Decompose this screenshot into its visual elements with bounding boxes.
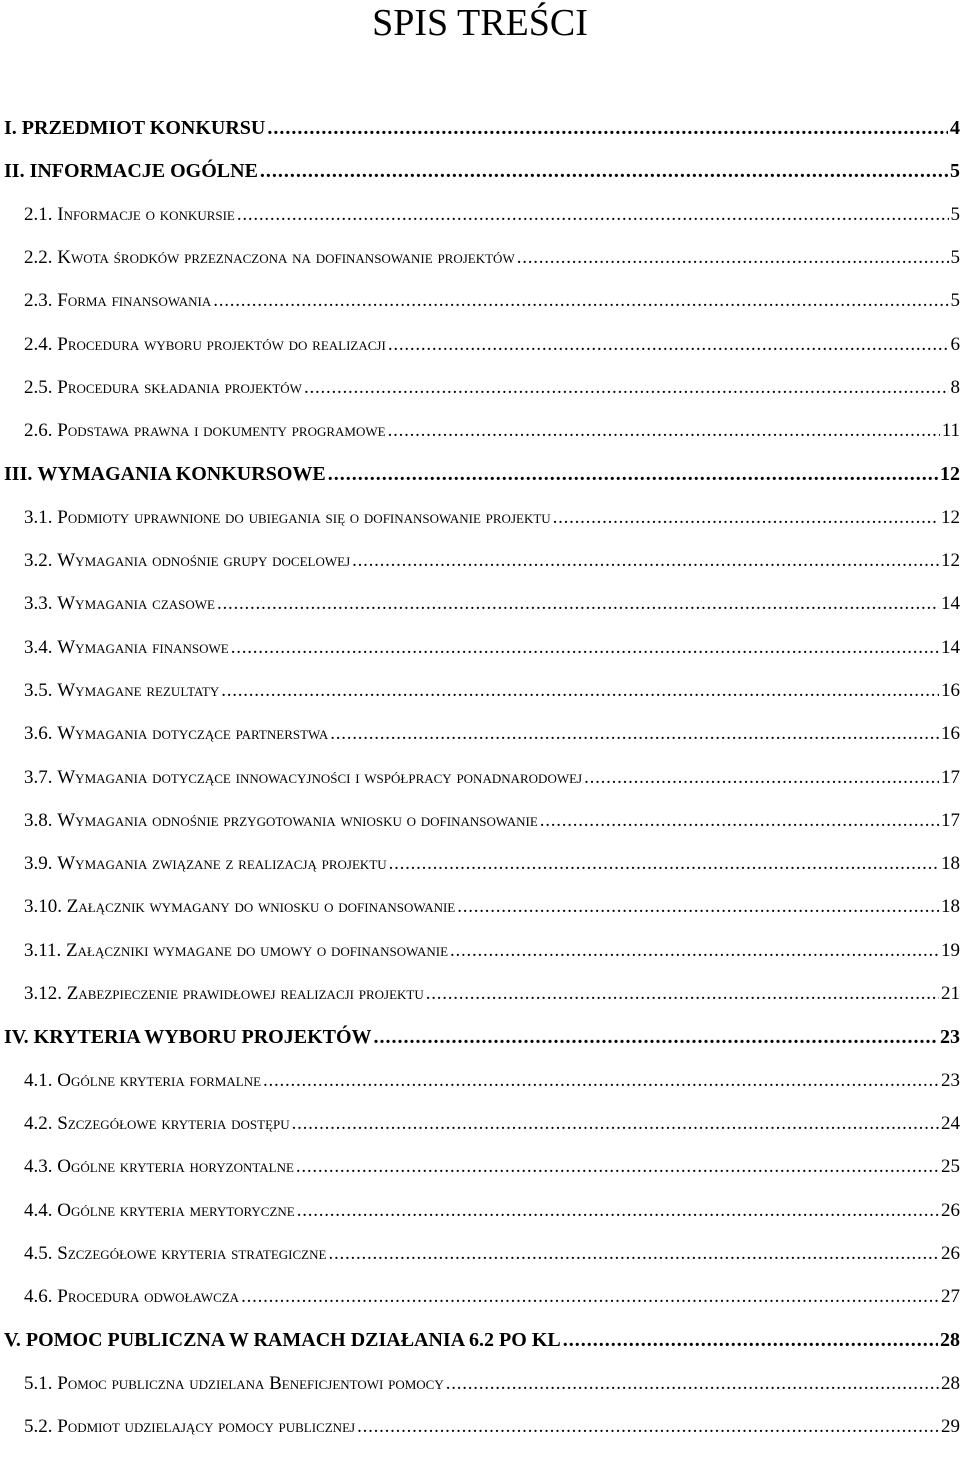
toc-entry-title: Załączniki wymagane do umowy o dofinansowanie xyxy=(66,939,449,961)
toc-section-entry[interactable] xyxy=(24,1113,960,1135)
dot-leader xyxy=(267,117,948,140)
toc-page-number: 17 xyxy=(941,766,960,788)
dot-leader xyxy=(446,1373,939,1395)
dot-leader xyxy=(540,810,939,832)
toc-page-number: 8 xyxy=(950,376,960,398)
toc-entry-number: 3.8. xyxy=(24,809,53,831)
toc-row[interactable] xyxy=(0,550,960,582)
toc-entry-title: Wymagania dotyczące innowacyjności i współpracy ponadnarodowej xyxy=(57,766,583,788)
toc-entry-number: 4.5. xyxy=(24,1242,53,1264)
toc-entry-title: POMOC PUBLICZNA W RAMACH DZIAŁANIA 6.2 PO KL xyxy=(25,1329,561,1352)
toc-section-entry[interactable] xyxy=(24,767,960,789)
toc-entry-number: 2.6. xyxy=(24,420,53,442)
toc-entry-number: IV. xyxy=(4,1026,29,1049)
toc-row[interactable] xyxy=(0,940,960,972)
toc-section-entry[interactable] xyxy=(24,940,960,962)
toc-row[interactable] xyxy=(0,204,960,236)
toc-row[interactable] xyxy=(0,1026,960,1058)
toc-section-entry[interactable] xyxy=(24,247,960,269)
toc-section-entry[interactable] xyxy=(24,853,960,875)
toc-entry-title: Ogólne kryteria formalne xyxy=(57,1069,262,1091)
toc-entry-number: 5.2. xyxy=(24,1416,53,1437)
toc-page-number: 12 xyxy=(941,506,960,528)
toc-page-number: 5 xyxy=(950,160,960,183)
toc-row[interactable] xyxy=(0,637,960,669)
toc-section-entry[interactable] xyxy=(24,810,960,832)
toc-entry-number: 3.7. xyxy=(24,766,53,788)
toc-entry-number: 2.2. xyxy=(24,246,53,268)
toc-section-entry[interactable] xyxy=(24,507,960,529)
toc-page-number: 18 xyxy=(941,853,960,875)
dot-leader xyxy=(328,1243,939,1265)
toc-entry-title: Forma finansowania xyxy=(57,290,212,312)
toc-page-number: 6 xyxy=(950,333,960,355)
dot-leader xyxy=(221,680,939,702)
dot-leader xyxy=(517,247,949,269)
dot-leader xyxy=(231,637,939,659)
toc-page-number: 26 xyxy=(941,1199,960,1221)
page-title: SPIS TREŚCI xyxy=(372,2,588,44)
dot-leader xyxy=(330,723,939,745)
toc-section-entry[interactable] xyxy=(24,637,960,659)
toc-page-number: 11 xyxy=(941,420,960,442)
toc-entry-number: 3.6. xyxy=(24,723,53,745)
toc-section-entry[interactable] xyxy=(24,1070,960,1092)
toc-entry-number: 3.12. xyxy=(24,983,62,1004)
toc-entry-title: Załącznik wymagany do wniosku o dofinansowanie xyxy=(66,896,456,918)
toc-entry-title: INFORMACJE OGÓLNE xyxy=(29,160,258,183)
toc-section-entry[interactable] xyxy=(24,723,960,745)
toc-entry-number: 4.2. xyxy=(24,1112,53,1134)
dot-leader xyxy=(374,1026,938,1049)
toc-entry-number: 3.1. xyxy=(24,506,53,528)
toc-entry-title: Kwota środków przeznaczona na dofinansowanie projektów xyxy=(57,246,515,268)
toc-section-entry[interactable] xyxy=(24,420,960,442)
toc-page-number: 27 xyxy=(941,1286,960,1308)
toc-entry-title: Pomoc publiczna udzielana Beneficjentowi pomocy xyxy=(57,1372,444,1394)
toc-page-number: 17 xyxy=(941,809,960,831)
toc-entry-number: 5.1. xyxy=(24,1372,53,1394)
toc-entry-title: Szczegółowe kryteria dostępu xyxy=(57,1112,290,1134)
toc-entry-number: 4.6. xyxy=(24,1286,53,1308)
toc-row[interactable] xyxy=(0,1416,960,1448)
toc-row[interactable] xyxy=(0,593,960,625)
toc-entry-number: 3.11. xyxy=(24,939,62,961)
toc-entry-title: Wymagania czasowe xyxy=(57,593,215,615)
toc-entry-number: III. xyxy=(4,463,33,486)
toc-section-entry[interactable] xyxy=(24,1286,960,1308)
toc-row[interactable] xyxy=(0,853,960,885)
dot-leader xyxy=(241,1286,939,1308)
toc-entry-title: Wymagania związane z realizacją projektu xyxy=(57,853,387,875)
toc-entry-title: Podmioty uprawnione do ubiegania się o dofinansowanie projektu xyxy=(57,506,551,528)
toc-entry-title: PRZEDMIOT KONKURSU xyxy=(21,117,266,139)
toc-chapter-entry[interactable] xyxy=(4,1026,960,1049)
toc-entry-title: Ogólne kryteria horyzontalne xyxy=(57,1156,294,1178)
toc-page-number: 28 xyxy=(940,1329,960,1352)
toc-page-number: 29 xyxy=(941,1416,960,1437)
toc-section-entry[interactable] xyxy=(24,593,960,615)
toc-entry-number: V. xyxy=(4,1329,21,1352)
toc-row[interactable] xyxy=(0,810,960,842)
toc-entry-title: Informacje o konkursie xyxy=(57,203,235,225)
toc-entry-number: I. xyxy=(4,117,17,139)
toc-entry-title: Procedura odwoławcza xyxy=(57,1286,240,1308)
dot-leader xyxy=(388,420,940,442)
toc-entry-title: Podmiot udzielający pomocy publicznej xyxy=(57,1416,356,1437)
toc-row[interactable] xyxy=(0,420,960,452)
toc-row[interactable] xyxy=(0,507,960,539)
dot-leader xyxy=(328,463,938,486)
toc-entry-title: Wymagane rezultaty xyxy=(57,679,220,701)
toc-page-number: 16 xyxy=(941,679,960,701)
dot-leader xyxy=(563,1329,938,1352)
toc-entry-number: II. xyxy=(4,160,25,183)
toc-page-number: 14 xyxy=(941,636,960,658)
toc-page-number: 18 xyxy=(941,896,960,918)
toc-row[interactable] xyxy=(0,117,960,149)
toc-entry-title: Szczegółowe kryteria strategiczne xyxy=(57,1242,327,1264)
toc-section-entry[interactable] xyxy=(24,204,960,226)
dot-leader xyxy=(553,507,939,529)
toc-row[interactable] xyxy=(0,334,960,366)
toc-page-number: 12 xyxy=(941,550,960,571)
toc-row[interactable] xyxy=(0,1373,960,1405)
toc-entry-title: Wymagania finansowe xyxy=(57,636,229,658)
toc-entry-title: Procedura wyboru projektów do realizacji xyxy=(57,333,386,355)
toc-page-number: 23 xyxy=(941,1069,960,1091)
toc-section-entry[interactable] xyxy=(24,1373,960,1395)
toc-row[interactable] xyxy=(0,680,960,712)
toc-entry-number: 4.3. xyxy=(24,1156,53,1178)
toc-row[interactable] xyxy=(0,1070,960,1102)
toc-entry-number: 2.3. xyxy=(24,290,53,312)
toc-entry-number: 3.10. xyxy=(24,896,62,918)
toc-entry-title: Wymagania odnośnie grupy docelowej xyxy=(57,550,351,571)
toc-row[interactable] xyxy=(0,1156,960,1188)
toc-entry-title: Zabezpieczenie prawidłowej realizacji projektu xyxy=(66,983,424,1004)
toc-entry-title: Ogólne kryteria merytoryczne xyxy=(57,1199,295,1221)
toc-entry-number: 2.5. xyxy=(24,376,53,398)
toc-section-entry[interactable] xyxy=(24,290,960,312)
toc-page-number: 4 xyxy=(950,117,960,139)
toc-section-entry[interactable] xyxy=(24,334,960,356)
toc-row[interactable] xyxy=(0,983,960,1015)
toc-entry-title: Wymagania odnośnie przygotowania wniosku o dofinansowanie xyxy=(57,809,538,831)
toc-entry-number: 3.9. xyxy=(24,853,53,875)
toc-section-entry[interactable] xyxy=(24,1416,960,1438)
dot-leader xyxy=(457,896,939,918)
toc-row[interactable] xyxy=(0,1286,960,1318)
toc-entry-title: WYMAGANIA KONKURSOWE xyxy=(37,463,326,486)
toc-row[interactable] xyxy=(0,377,960,409)
toc-page-number: 12 xyxy=(940,463,960,486)
dot-leader xyxy=(237,204,949,226)
toc-row[interactable] xyxy=(0,1113,960,1145)
toc-chapter-entry[interactable] xyxy=(4,117,960,140)
toc-page-number: 26 xyxy=(941,1242,960,1264)
toc-chapter-entry[interactable] xyxy=(4,1329,960,1352)
toc-page-number: 5 xyxy=(950,290,960,312)
toc-page-number: 24 xyxy=(941,1112,960,1134)
toc-row[interactable] xyxy=(0,1329,960,1361)
toc-section-entry[interactable] xyxy=(24,983,960,1005)
toc-row[interactable] xyxy=(0,290,960,322)
dot-leader xyxy=(357,1416,939,1438)
toc-row[interactable] xyxy=(0,463,960,495)
dot-leader xyxy=(263,1070,939,1092)
toc-page-number: 19 xyxy=(941,939,960,961)
toc-page-number: 23 xyxy=(940,1026,960,1049)
toc-entry-title: KRYTERIA WYBORU PROJEKTÓW xyxy=(33,1026,372,1049)
toc-section-entry[interactable] xyxy=(24,896,960,918)
toc-entry-title: Procedura składania projektów xyxy=(57,376,302,398)
toc-entry-number: 3.2. xyxy=(24,550,53,571)
dot-leader xyxy=(388,334,949,356)
toc-entry-number: 2.1. xyxy=(24,203,53,225)
toc-row[interactable] xyxy=(0,896,960,928)
toc-entry-number: 4.1. xyxy=(24,1069,53,1091)
toc-entry-number: 3.5. xyxy=(24,679,53,701)
toc-page-number: 5 xyxy=(950,203,960,225)
toc-entry-number: 3.4. xyxy=(24,636,53,658)
toc-chapter-entry[interactable] xyxy=(4,160,960,183)
toc-entry-title: Wymagania dotyczące partnerstwa xyxy=(57,723,329,745)
toc-row[interactable] xyxy=(0,767,960,799)
toc-row[interactable] xyxy=(0,1243,960,1275)
toc-section-entry[interactable] xyxy=(24,550,960,572)
toc-page-number: 25 xyxy=(941,1156,960,1178)
dot-leader xyxy=(584,767,939,789)
toc-section-entry[interactable] xyxy=(24,680,960,702)
toc-page-number: 14 xyxy=(941,593,960,615)
toc-row[interactable] xyxy=(0,160,960,192)
toc-row[interactable] xyxy=(0,1200,960,1232)
toc-page-number: 21 xyxy=(941,983,960,1004)
dot-leader xyxy=(389,853,939,875)
dot-leader xyxy=(217,593,939,615)
toc-row[interactable] xyxy=(0,723,960,755)
toc-section-entry[interactable] xyxy=(24,1200,960,1222)
dot-leader xyxy=(297,1200,939,1222)
toc-chapter-entry[interactable] xyxy=(4,463,960,486)
toc-page-number: 5 xyxy=(950,246,960,268)
toc-row[interactable] xyxy=(0,247,960,279)
toc-entry-title: Podstawa prawna i dokumenty programowe xyxy=(57,420,386,442)
toc-entry-number: 2.4. xyxy=(24,333,53,355)
dot-leader xyxy=(352,550,939,572)
toc-entry-number: 4.4. xyxy=(24,1199,53,1221)
dot-leader xyxy=(296,1156,939,1178)
dot-leader xyxy=(304,377,949,399)
toc-section-entry[interactable] xyxy=(24,377,960,399)
dot-leader xyxy=(292,1113,939,1135)
dot-leader xyxy=(426,983,939,1005)
dot-leader xyxy=(213,290,948,312)
dot-leader xyxy=(260,160,948,183)
dot-leader xyxy=(450,940,939,962)
toc-page-number: 16 xyxy=(941,723,960,745)
toc-section-entry[interactable] xyxy=(24,1243,960,1265)
toc-entry-number: 3.3. xyxy=(24,593,53,615)
toc-page-number: 28 xyxy=(941,1372,960,1394)
toc-section-entry[interactable] xyxy=(24,1156,960,1178)
